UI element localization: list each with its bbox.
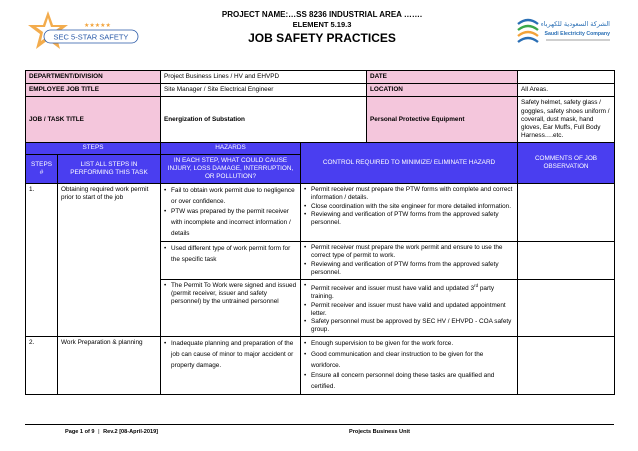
table-row [26,337,615,395]
department-value: Project Business Lines / HV and EHVPD [161,71,367,84]
job-safety-table [25,70,615,395]
department-label: DEPARTMENT/DIVISION [26,71,161,84]
hazard-cell [161,337,301,395]
control-cell [301,280,518,337]
job-task-title-value: Energization of Substation [161,97,367,143]
step-number: 1. [26,184,58,337]
logo-right-arabic: الشركة السعودية للكهرباء [540,20,610,28]
hazard-column-header: IN EACH STEP, WHAT COULD CAUSE INJURY, LOSS DAMAGE, INTERRUPTION, OR POLLUTION? [161,154,301,184]
saudi-electricity-logo [510,8,614,56]
control-item: • Close coordination with the site engineer for more detailed information. [304,203,514,211]
location-value: All Areas. [518,84,615,97]
job-task-title-label: JOB / TASK TITLE [26,97,161,143]
hazard-item: • Used different type of work permit form for the specific task [164,244,297,265]
svg-text:★★★★★: ★★★★★ [84,22,111,29]
hazard-cell [161,242,301,280]
control-item: • Good communication and clear instruction to be given for the workforce. [304,350,514,371]
title-block [206,10,438,56]
comment-cell [518,184,615,242]
document-title: JOB SAFETY PRACTICES [248,31,396,45]
control-item: • Reviewing and verification of PTW forms from the approved safety personnel. [304,211,514,227]
footer-page-info [65,429,158,435]
control-item: • Permit receiver and issuer must have valid and updated appointment letter. [304,302,514,318]
hazard-item: • PTW was prepared by the permit receiver with incomplete and incorrect information / details [164,207,297,239]
control-cell [301,337,518,395]
hazard-item: • The Permit To Work were signed and issued (permit receiver, issuer and safety personnel) by the untrained personnel [164,282,297,307]
hazard-cell [161,184,301,242]
control-item: • Ensure all concern personnel doing these tasks are qualified and certified. [304,371,514,392]
control-item: • Permit receiver must prepare the work permit and ensure to use the correct type of permit to work. [304,244,514,260]
sec-5-star-safety-logo [24,8,140,58]
date-label: DATE [367,71,518,84]
revision: Rev.2 [08-April-2019] [103,429,159,435]
hazard-item: • Fail to obtain work permit due to negligence or over confidence. [164,186,297,207]
steps-group-header: STEPS [26,143,161,154]
step-description: Obtaining required work permit prior to start of the job [58,184,161,337]
page-number: Page 1 of 9 [65,429,95,435]
logo-right-english: Saudi Electricity Company [544,31,610,37]
comment-cell [518,280,615,337]
page-footer [25,424,614,435]
project-name: PROJECT NAME:…SS 8236 INDUSTRIAL AREA ……. [221,10,423,19]
table-row [26,184,615,242]
comment-cell [518,242,615,280]
ppe-value: Safety helmet, safety glass / goggles, safety shoes uniform / coverall, dust mask, hand gloves, Ear Muffs, Full Body Harness….etc. [518,97,615,143]
logo-left-text: SEC 5-STAR SAFETY [53,32,129,42]
ppe-label: Personal Protective Equipment [367,97,518,143]
comment-cell [518,337,615,395]
hazard-cell [161,280,301,337]
control-item: • Reviewing and verification of PTW forms from the approved safety personnel. [304,261,514,277]
employee-job-title-value: Site Manager / Site Electrical Engineer [161,84,367,97]
control-cell [301,242,518,280]
date-value [518,71,615,84]
step-number-column-header: STEPS # [26,154,58,184]
element-number: ELEMENT 5.19.3 [292,20,352,29]
sec-emblem-icon [518,20,538,42]
hazard-item: • Inadequate planning and preparation of the job can cause of minor to major accident or property damage. [164,339,297,371]
comments-column-header: COMMENTS OF JOB OBSERVATION [518,143,615,184]
employee-job-title-label: EMPLOYEE JOB TITLE [26,84,161,97]
document-header [24,6,614,62]
control-item: • Safety personnel must be approved by SEC HV / EHVPD - COA safety group. [304,318,514,334]
control-column-header: CONTROL REQUIRED TO MINIMIZE/ ELIMINATE HAZARD [301,143,518,184]
business-unit: Projects Business Unit [349,429,410,435]
step-description: Work Preparation & planning [58,337,161,395]
list-steps-column-header: LIST ALL STEPS IN PERFORMING THIS TASK [58,154,161,184]
control-item: • Permit receiver and issuer must have valid and updated 3rd party training. [304,282,514,302]
control-item: • Permit receiver must prepare the PTW forms with complete and correct information / details. [304,186,514,202]
hazards-group-header: HAZARDS [161,143,301,154]
control-item: • Enough supervision to be given for the work force. [304,339,514,350]
control-cell [301,184,518,242]
footer-separator: | [98,429,100,435]
step-number: 2. [26,337,58,395]
location-label: LOCATION [367,84,518,97]
